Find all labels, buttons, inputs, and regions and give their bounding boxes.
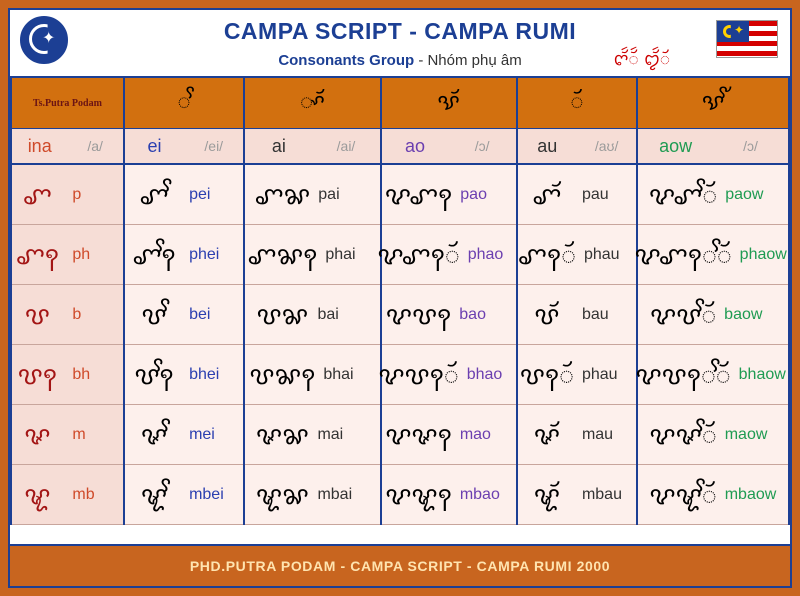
cham-glyph: ꨚꨩ xyxy=(139,181,169,210)
syllable-cell-au xyxy=(517,285,638,345)
rumi-text: mei xyxy=(189,425,215,443)
syllable-cell-aow xyxy=(634,225,789,285)
syllable-cell-ei xyxy=(124,164,245,225)
syllable-cell-ei xyxy=(124,465,245,525)
rumi-text: phau xyxy=(581,365,618,383)
rumi-text: mbau xyxy=(581,485,622,503)
cham-sign-au: ꨮ xyxy=(570,89,584,115)
rom-ao: ao xyxy=(405,135,426,156)
syllable-cell-ao xyxy=(377,225,517,285)
rumi-text: bhei xyxy=(189,365,220,383)
cham-glyph: ꨝꨗ xyxy=(256,301,309,330)
consonant-cell xyxy=(11,465,124,525)
cham-glyph: ꨚ xyxy=(22,181,52,210)
ipa-cell-au xyxy=(517,129,638,165)
crescent-star-logo-icon xyxy=(20,16,68,64)
subtitle-bold: Consonants Group xyxy=(278,52,415,69)
flag-star-icon: ✦ xyxy=(734,23,745,37)
rumi-text: bao xyxy=(459,305,486,323)
syllable-cell-ai xyxy=(244,164,380,225)
rumi-text: m xyxy=(72,425,86,443)
table-row xyxy=(11,285,789,345)
cham-glyph: ꨝꩍꨮ xyxy=(519,361,574,390)
flag-canton xyxy=(717,21,749,42)
cham-glyph: ꨝꨗꩍ xyxy=(249,361,316,390)
rumi-text: pao xyxy=(460,185,487,203)
cham-glyph: ꨝꨩ xyxy=(141,301,167,330)
cham-glyph: ꨖꨝꩍꨮ xyxy=(378,361,459,390)
consonant-cell xyxy=(11,164,124,225)
cham-glyph: ꨖꨚꩍꨩꨮ xyxy=(634,241,732,270)
cham-glyph: ꨖꨚꩍꨮ xyxy=(377,241,460,270)
cham-sign-ao: ꨕꨮ xyxy=(437,89,460,115)
page-subtitle xyxy=(10,45,790,69)
consonant-cell xyxy=(11,405,124,465)
cham-glyph: ꨖꨟꨩꨮ xyxy=(649,421,717,450)
syllable-cell-ai xyxy=(244,285,380,345)
rumi-text: phei xyxy=(189,245,220,263)
rom-ina: ina xyxy=(27,135,52,156)
cham-glyph: ꨟ xyxy=(24,421,51,450)
cham-glyph: ꨝꨩꩍ xyxy=(134,361,174,390)
cham-glyph: ꨠ xyxy=(24,481,51,510)
ipa-ei: /ei/ xyxy=(204,138,224,154)
syllable-cell-ao xyxy=(381,285,517,345)
rom-ai: ai xyxy=(271,135,286,156)
ipa-au: /aʊ/ xyxy=(594,138,619,154)
page-title: CAMPA SCRIPT - CAMPA RUMI xyxy=(223,18,577,44)
cham-heading: ꨈꨮꩃꨮꩃ ꨄꨮꩃꨮ xyxy=(613,50,670,70)
cham-glyph: ꨟꨮ xyxy=(533,421,561,450)
rom-aow: aow xyxy=(659,135,693,156)
syllable-cell-ao xyxy=(381,164,517,225)
rumi-text: bau xyxy=(581,305,609,323)
rumi-text: mai xyxy=(317,425,344,443)
syllable-cell-aow xyxy=(637,285,789,345)
rom-au: au xyxy=(537,135,558,156)
rumi-text: maow xyxy=(724,425,768,443)
syllable-cell-ai xyxy=(244,465,380,525)
cham-sign-aow: ꨕꨮꨩ xyxy=(701,89,725,115)
cham-glyph: ꨟꨩ xyxy=(140,421,168,450)
header xyxy=(10,10,790,78)
cham-glyph: ꨚꨗ xyxy=(254,181,311,210)
rumi-text: mau xyxy=(581,425,614,443)
cham-glyph: ꨖꨠꩍ xyxy=(385,481,452,510)
syllable-cell-au xyxy=(517,465,638,525)
cham-sign-ai: ꨳꨮ xyxy=(299,89,325,115)
ipa-ina: /a/ xyxy=(87,138,103,154)
table-row xyxy=(11,405,789,465)
rumi-text: mbei xyxy=(189,485,224,503)
syllable-cell-ei xyxy=(124,225,245,285)
consonant-cell xyxy=(11,225,124,285)
syllable-cell-ai xyxy=(244,405,380,465)
table-row xyxy=(11,164,789,225)
syllable-cell-ei xyxy=(124,405,245,465)
cham-glyph: ꨚꨗꩍ xyxy=(247,241,318,270)
rumi-text: pei xyxy=(189,185,211,203)
cham-glyph: ꨚꨮ xyxy=(532,181,562,210)
rumi-text: pau xyxy=(581,185,609,203)
syllable-cell-au xyxy=(517,225,638,285)
syllable-table-wrapper xyxy=(10,78,790,544)
ipa-aow: /ɔ/ xyxy=(743,138,758,154)
rumi-text: ph xyxy=(72,245,91,263)
rumi-text: mb xyxy=(72,485,95,503)
syllable-cell-aow xyxy=(637,164,789,225)
rumi-text: p xyxy=(72,185,82,203)
star-icon: ✦ xyxy=(42,30,56,47)
rumi-text: paow xyxy=(725,185,764,203)
rumi-text: mbaow xyxy=(724,485,777,503)
column-header-au xyxy=(517,78,638,129)
ipa-cell-aow xyxy=(637,129,789,165)
cham-glyph: ꨖꨠꨩꨮ xyxy=(649,481,717,510)
rumi-text: bai xyxy=(317,305,339,323)
syllable-cell-au xyxy=(517,345,638,405)
table-header-row xyxy=(11,78,789,129)
ipa-ao: /ɔ/ xyxy=(474,138,490,154)
column-header-aow xyxy=(637,78,789,129)
subtitle-rest: - Nhóm phụ âm xyxy=(418,52,522,69)
syllable-cell-ai xyxy=(244,345,380,405)
cham-glyph: ꨖꨚꩍ xyxy=(384,181,453,210)
ipa-cell-ina xyxy=(11,129,124,165)
cham-glyph: ꨖꨝꨩꨮ xyxy=(650,301,717,330)
malaysia-flag-icon xyxy=(716,20,778,58)
syllable-cell-aow xyxy=(637,405,789,465)
cham-glyph: ꨠꨗ xyxy=(256,481,309,510)
rumi-text: bhai xyxy=(323,365,354,383)
rom-ei: ei xyxy=(147,135,162,156)
cham-glyph: ꨝꨮ xyxy=(534,301,560,330)
column-header-ei xyxy=(124,78,245,129)
cham-glyph: ꨝꩍ xyxy=(17,361,57,390)
syllable-cell-ao xyxy=(381,465,517,525)
syllable-cell-ao xyxy=(381,405,517,465)
consonant-cell xyxy=(11,345,124,405)
cham-glyph: ꨖꨟꩍ xyxy=(385,421,452,450)
rumi-text: b xyxy=(72,305,82,323)
rumi-text: mao xyxy=(459,425,491,443)
table-row xyxy=(11,225,789,285)
corner-label: Ts.Putra Podam xyxy=(11,78,124,129)
table-row xyxy=(11,345,789,405)
rumi-text: bhaow xyxy=(738,365,786,383)
rumi-text: phaow xyxy=(739,245,787,263)
footer: PHD.PUTRA PODAM - CAMPA SCRIPT - CAMPA RUMI 2000 xyxy=(10,544,790,586)
rumi-text: bhao xyxy=(466,365,503,383)
table-ipa-row xyxy=(11,129,789,165)
syllable-cell-au xyxy=(517,405,638,465)
syllable-cell-ei xyxy=(124,285,245,345)
rumi-text: bh xyxy=(72,365,91,383)
cham-glyph: ꨚꩍꨮ xyxy=(517,241,576,270)
rumi-text: phao xyxy=(467,245,504,263)
poster-inner xyxy=(8,8,792,588)
cham-glyph: ꨝ xyxy=(24,301,50,330)
rumi-text: phai xyxy=(325,245,356,263)
syllable-cell-aow xyxy=(637,465,789,525)
rumi-text: mbai xyxy=(317,485,353,503)
rumi-text: pai xyxy=(318,185,340,203)
rumi-text: mbao xyxy=(459,485,500,503)
cham-glyph: ꨖꨝꩍꨩꨮ xyxy=(635,361,731,390)
syllable-cell-ao xyxy=(378,345,517,405)
rumi-text: phau xyxy=(583,245,620,263)
cham-glyph: ꨠꨮ xyxy=(533,481,561,510)
consonant-cell xyxy=(11,285,124,345)
cham-glyph: ꨟꨗ xyxy=(256,421,309,450)
rumi-text: baow xyxy=(724,305,763,323)
rumi-text: bei xyxy=(189,305,211,323)
syllable-cell-au xyxy=(517,164,638,225)
cham-glyph: ꨚꨩꩍ xyxy=(132,241,176,270)
syllable-cell-ai xyxy=(244,225,380,285)
ipa-cell-ai xyxy=(244,129,380,165)
cham-sign-ei: ꨩ xyxy=(177,89,191,115)
column-header-ai xyxy=(244,78,380,129)
column-header-ao xyxy=(381,78,517,129)
cham-glyph: ꨖꨝꩍ xyxy=(385,301,452,330)
syllable-table xyxy=(10,78,790,525)
syllable-cell-ei xyxy=(124,345,245,405)
ipa-cell-ao xyxy=(381,129,517,165)
ipa-ai: /ai/ xyxy=(336,138,356,154)
cham-glyph: ꨚꩍ xyxy=(15,241,59,270)
cham-glyph: ꨖꨚꨩꨮ xyxy=(649,181,718,210)
syllable-cell-aow xyxy=(637,345,789,405)
table-row xyxy=(11,465,789,525)
cham-glyph: ꨠꨩ xyxy=(140,481,168,510)
ipa-cell-ei xyxy=(124,129,245,165)
